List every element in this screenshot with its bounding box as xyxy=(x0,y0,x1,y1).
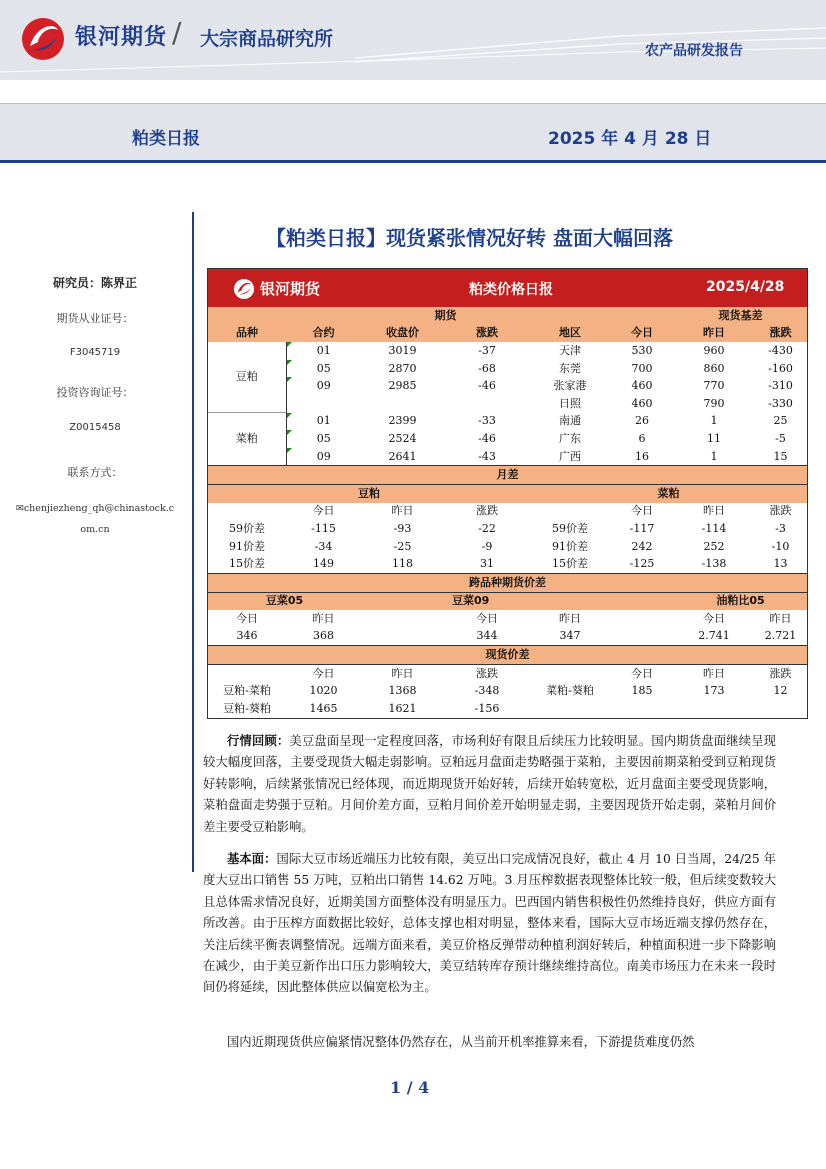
table-cell: 1465 xyxy=(309,701,338,715)
sub-header: 涨跌 xyxy=(476,504,498,518)
table-cell: 2641 xyxy=(388,449,417,463)
table-cell: 11 xyxy=(707,431,721,445)
table-cell: 173 xyxy=(703,684,725,698)
table-row xyxy=(208,360,807,378)
table-cell xyxy=(444,395,530,413)
contact-label: 联系方式： xyxy=(67,466,123,479)
sub-header: 今日 xyxy=(312,504,335,518)
sub-header: 昨日 xyxy=(559,611,581,625)
report-type: 农产品研发报告 xyxy=(645,43,743,59)
table-cell: -117 xyxy=(629,521,655,535)
price-grid xyxy=(208,307,807,718)
table-cell: 368 xyxy=(313,629,334,643)
table-row xyxy=(208,395,807,413)
table-cell: 05 xyxy=(286,360,361,378)
daily-name: 粕类日报 xyxy=(132,129,200,149)
table-cell: 南通 xyxy=(559,414,581,428)
cross-header: 油粕比05 xyxy=(674,592,807,610)
paragraph-text: 国际大豆市场近端压力比较有限，美豆出口完成情况良好，截止 4 月 10 日当周，24/25 年度大豆出口销售 55 万吨，豆粕出口销售 14.62 万吨。3 月压榨数据表现整体比较一般，但后续变数较大且总体需求情况良好，近期美国方面整体没有明显压力。巴西国内销售积极性仍然维持良好，供应方面有所改善。由于压榨方面数据比较好，总体支撑也相对明显，整体来看，国际大豆市场近端支撑仍然存在，关注后续平衡表调整情况。远端方面来看，美豆价格反弹带动种植利润好转后，种植面积进一步下降影响在减少，由于美豆新作出口压力影响较大，美豆结转库存预计继续维持高位。南美市场压力在未来一段时间仍将延续，因此整体供应以偏宽松为主。 xyxy=(203,852,776,995)
table-cell: 346 xyxy=(236,629,258,643)
col-header: 昨日 xyxy=(674,325,754,343)
table-cell: -10 xyxy=(771,539,790,553)
table-cell: -34 xyxy=(314,539,333,553)
table-cell: 2399 xyxy=(388,414,417,428)
section-header-cross xyxy=(208,573,807,592)
table-row xyxy=(208,430,807,448)
table-cell: -46 xyxy=(478,379,496,393)
table-cell: 347 xyxy=(559,629,581,643)
table-row xyxy=(208,700,807,718)
sub-header: 昨日 xyxy=(391,504,414,518)
table-cell: -9 xyxy=(481,539,493,553)
spread-label: 月差 xyxy=(208,466,807,485)
table-cell: 2.721 xyxy=(764,629,797,643)
table-logo-icon xyxy=(233,278,255,304)
table-cell: 790 xyxy=(703,396,725,410)
sub-header: 今日 xyxy=(703,611,725,625)
report-date: 2025 年 4 月 28 日 xyxy=(548,129,712,149)
table-cell: 1 xyxy=(710,449,718,463)
spread-product-row xyxy=(208,484,807,502)
table-title: 粕类价格日报 xyxy=(469,282,553,298)
sub-header: 昨日 xyxy=(703,666,725,680)
table-cell: -310 xyxy=(768,379,793,393)
table-row xyxy=(208,628,807,646)
table-row xyxy=(208,520,807,538)
table-cell: -68 xyxy=(478,361,496,375)
table-cell: 09 xyxy=(286,377,361,395)
table-cell: -348 xyxy=(474,684,500,698)
table-cell: 149 xyxy=(313,557,334,571)
table-cell: -114 xyxy=(701,521,727,535)
futures-label: 期货 xyxy=(361,307,530,325)
table-cell: -125 xyxy=(629,557,655,571)
comment-marker-icon xyxy=(287,377,292,382)
table-cell: 118 xyxy=(392,557,413,571)
product-soymeal: 豆粕 xyxy=(208,342,286,412)
product-rapemeal: 菜粕 xyxy=(208,413,286,466)
cross-header: 豆菜05 xyxy=(208,592,361,610)
paragraph-text: 国内近期现货供应偏紧情况整体仍然存在，从当前开机率推算来看，下游提货难度仍然 xyxy=(227,1035,695,1049)
table-cell xyxy=(286,395,361,413)
rapemeal-label: 菜粕 xyxy=(530,484,807,502)
col-header: 收盘价 xyxy=(361,325,444,343)
table-cell: -46 xyxy=(478,431,496,445)
table-cell: 东莞 xyxy=(559,361,581,375)
table-cell: -430 xyxy=(768,343,793,357)
table-cell: 01 xyxy=(286,342,361,360)
futures-cert-label: 期货从业证号： xyxy=(56,312,134,325)
table-cell: 860 xyxy=(703,361,725,375)
invest-cert-label: 投资咨询证号： xyxy=(56,386,134,399)
col-header: 涨跌 xyxy=(754,325,807,343)
cross-header-row xyxy=(208,592,807,610)
paragraph-lead: 行情回顾： xyxy=(227,734,290,748)
table-cell: 01 xyxy=(286,413,361,431)
table-cell: 530 xyxy=(631,343,653,357)
comment-marker-icon xyxy=(287,342,292,347)
table-cell: 59价差 xyxy=(229,521,265,535)
table-cell: 1020 xyxy=(309,684,338,698)
page-number: 1 / 4 xyxy=(390,1078,430,1097)
table-cell: 31 xyxy=(480,557,494,571)
header-gap xyxy=(0,80,826,104)
sub-header: 今日 xyxy=(631,504,653,518)
comment-marker-icon xyxy=(287,430,292,435)
sub-header: 昨日 xyxy=(312,611,335,625)
table-cell: -138 xyxy=(701,557,727,571)
col-header: 合约 xyxy=(286,325,361,343)
table-cell: 张家港 xyxy=(553,379,587,393)
brand-separator: / xyxy=(172,16,182,49)
futures-cert-number: F3045719 xyxy=(69,347,121,358)
basis-label: 现货基差 xyxy=(674,307,807,325)
col-header: 涨跌 xyxy=(444,325,530,343)
section-header-spot xyxy=(208,646,807,665)
table-brand: 银河期货 xyxy=(260,280,321,298)
paragraph-lead: 基本面： xyxy=(227,852,277,866)
comment-marker-icon xyxy=(287,360,292,365)
table-cell: 185 xyxy=(631,684,653,698)
table-cell xyxy=(361,395,444,413)
table-cell: 豆粕-菜粕 xyxy=(223,684,271,698)
table-cell: -156 xyxy=(474,701,500,715)
table-cell: 460 xyxy=(631,379,653,393)
table-row xyxy=(208,538,807,556)
table-row xyxy=(208,555,807,573)
table-cell: -3 xyxy=(775,521,786,535)
table-cell: 25 xyxy=(773,414,788,428)
table-cell: 26 xyxy=(635,414,649,428)
table-cell: 日照 xyxy=(559,396,581,410)
table-row xyxy=(208,342,807,360)
sub-header: 涨跌 xyxy=(769,504,792,518)
comment-marker-icon xyxy=(287,448,292,453)
sub-header: 今日 xyxy=(236,611,258,625)
cross-header: 豆菜09 xyxy=(444,592,610,610)
table-cell: 2985 xyxy=(388,379,417,393)
table-row xyxy=(208,413,807,431)
table-cell: -25 xyxy=(393,539,412,553)
table-cell: 91价差 xyxy=(552,539,588,553)
table-cell: 广东 xyxy=(559,431,581,445)
column-divider xyxy=(192,212,194,872)
spot-subheader-row xyxy=(208,664,807,682)
table-cell: 59价差 xyxy=(552,521,588,535)
table-cell: -22 xyxy=(478,521,496,535)
table-cell: 1621 xyxy=(388,701,417,715)
table-cell: 3019 xyxy=(388,343,417,357)
table-cell: -33 xyxy=(478,414,496,428)
table-cell: 菜粕-葵粕 xyxy=(546,684,594,698)
table-cell: -330 xyxy=(768,396,793,410)
domestic-paragraph xyxy=(203,1032,776,1053)
paragraph-text: 美豆盘面呈现一定程度回落，市场利好有限且后续压力比较明显。国内期货盘面继续呈现较大幅度回落，主要受现货大幅走弱影响。豆粕远月盘面走势略强于菜粕，主要因前期菜粕受到豆粕现货好转影响，后续紧张情况已经体现，而近期现货开始好转，后续开始转宽松，近月盘面主要受现货影响，菜粕盘面走势强于豆粕。月间价差方面，豆粕月间价差开始明显走弱，主要因现货开始走弱，菜粕月间价差主要受豆粕影响。 xyxy=(203,734,776,834)
table-cell: 6 xyxy=(638,431,646,445)
institute-name: 大宗商品研究所 xyxy=(200,28,334,50)
table-cell: 960 xyxy=(703,343,725,357)
table-cell: 2524 xyxy=(388,431,417,445)
sub-header: 今日 xyxy=(476,611,498,625)
researcher-name: 研究员：陈界正 xyxy=(52,276,137,290)
email-link-cont[interactable]: om.cn xyxy=(80,524,110,535)
email-link[interactable]: ✉chenjiezheng_qh@chinastock.c xyxy=(15,503,175,514)
table-header-bar xyxy=(208,269,807,307)
spread-subheader-row xyxy=(208,503,807,521)
sub-header: 昨日 xyxy=(703,504,725,518)
table-cell: -43 xyxy=(478,449,496,463)
table-cell: 344 xyxy=(476,629,498,643)
table-row xyxy=(208,682,807,700)
table-cell: 1368 xyxy=(388,684,417,698)
table-cell: 252 xyxy=(703,539,725,553)
sub-header: 昨日 xyxy=(769,611,792,625)
soymeal-label: 豆粕 xyxy=(208,484,530,502)
comment-marker-icon xyxy=(287,413,292,418)
table-cell: -160 xyxy=(768,361,793,375)
table-cell: 2870 xyxy=(388,361,417,375)
invest-cert-number: Z0015458 xyxy=(69,422,121,433)
table-cell: -115 xyxy=(311,521,336,535)
cross-label: 跨品种期货价差 xyxy=(208,573,807,592)
spot-label: 现货价差 xyxy=(208,646,807,665)
table-row xyxy=(208,448,807,466)
table-cell: 700 xyxy=(631,361,653,375)
sub-header: 涨跌 xyxy=(476,666,498,680)
col-header: 品种 xyxy=(208,325,286,343)
table-date: 2025/4/28 xyxy=(706,279,785,295)
table-cell: 广西 xyxy=(559,449,581,463)
table-cell: 13 xyxy=(773,557,788,571)
col-header: 地区 xyxy=(530,325,610,343)
table-cell: 460 xyxy=(631,396,653,410)
section-header-spread xyxy=(208,466,807,485)
subheader-rule xyxy=(0,160,826,163)
table-cell: 15价差 xyxy=(229,557,265,571)
table-cell: 242 xyxy=(631,539,653,553)
sub-header: 昨日 xyxy=(391,666,414,680)
table-row xyxy=(208,377,807,395)
sub-header: 今日 xyxy=(631,666,653,680)
table-cell: 天津 xyxy=(559,343,581,357)
price-table xyxy=(207,268,808,719)
table-cell: -37 xyxy=(478,343,496,357)
table-cell: 1 xyxy=(710,414,718,428)
table-cell: -93 xyxy=(393,521,412,535)
table-cell: 15价差 xyxy=(552,557,588,571)
sub-header: 今日 xyxy=(312,666,335,680)
table-cell: -5 xyxy=(775,431,786,445)
table-cell: 09 xyxy=(286,448,361,466)
table-cell: 12 xyxy=(773,684,788,698)
document-title: 【粕类日报】现货紧张情况好转 盘面大幅回落 xyxy=(266,226,673,250)
brand-name: 银河期货 xyxy=(75,25,168,50)
table-cell: 16 xyxy=(635,449,649,463)
futures-basis-header xyxy=(208,307,807,325)
fundamentals-paragraph xyxy=(203,849,776,999)
table-cell: 770 xyxy=(703,379,725,393)
brand-logo-icon xyxy=(20,16,66,66)
table-cell: 15 xyxy=(773,449,788,463)
cross-subheader-row xyxy=(208,610,807,628)
market-review-paragraph xyxy=(203,731,776,838)
table-cell: 05 xyxy=(286,430,361,448)
column-header-row xyxy=(208,325,807,343)
sub-header: 涨跌 xyxy=(769,666,792,680)
col-header: 今日 xyxy=(610,325,674,343)
table-cell: 91价差 xyxy=(229,539,265,553)
table-cell: 豆粕-葵粕 xyxy=(223,701,271,715)
table-cell: 2.741 xyxy=(698,629,730,643)
